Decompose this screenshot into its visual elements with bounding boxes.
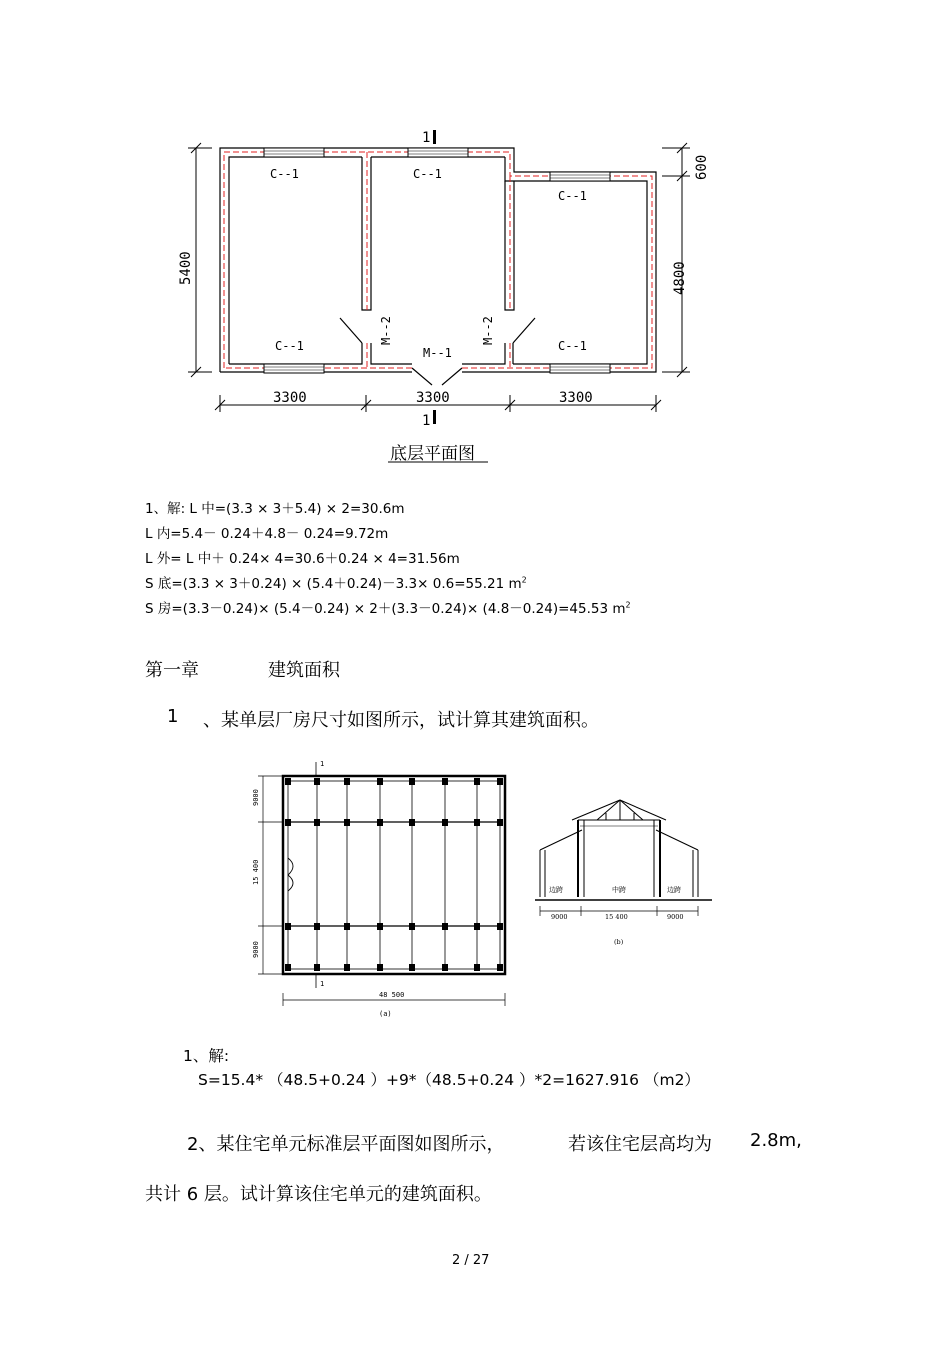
solution1-line5-text: S 房=(3.3－0.24)× (5.4－0.24) × 2＋(3.3－0.24)× (4.8－0.24)=45.53 m	[145, 601, 626, 617]
label-b: (b)	[614, 938, 624, 946]
dim-a-top: 9000	[252, 789, 260, 806]
window-label-tm: C--1	[413, 167, 442, 181]
chapter-number: 第一章	[145, 660, 199, 681]
solution1-line5-sup: 2	[625, 600, 631, 610]
page-number: 2 / 27	[452, 1253, 490, 1268]
dim-4800: 4800	[672, 261, 688, 295]
dim-a-width: 48 500	[379, 991, 405, 999]
window-label-bl: C--1	[275, 339, 304, 353]
question2-line1c: 2.8m,	[750, 1130, 802, 1151]
span-middle: 中跨	[612, 886, 626, 894]
solution2-head: 1、解:	[183, 1047, 230, 1065]
window-label-tr: C--1	[558, 189, 587, 203]
section-mark-top: 1	[422, 130, 431, 146]
section-mark-a-bottom: 1	[320, 980, 325, 988]
solution2-formula: S=15.4* （48.5+0.24 ）+9*（48.5+0.24 ）*2=1627.916 （m2）	[198, 1071, 700, 1089]
span-left: 边跨	[549, 886, 563, 894]
door-label-m1: M--1	[423, 346, 452, 360]
solution1-line2: L 内=5.4－ 0.24＋4.8－ 0.24=9.72m	[145, 526, 389, 542]
door-label-m2-right: M--2	[481, 316, 495, 345]
dim-b-middle: 15 400	[605, 913, 628, 921]
question2-line1a: 2、某住宅单元标准层平面图如图所示，	[187, 1134, 505, 1155]
solution1-line3: L 外= L 中＋ 0.24× 4=30.6＋0.24 × 4=31.56m	[145, 551, 460, 567]
question2-line2: 共计 6 层。试计算该住宅单元的建筑面积。	[145, 1184, 492, 1205]
chapter-title: 建筑面积	[268, 660, 340, 681]
question1-number: 1	[167, 706, 179, 727]
dim-3300-3: 3300	[559, 390, 593, 406]
dim-3300-2: 3300	[416, 390, 450, 406]
figure1-caption: 底层平面图	[390, 444, 475, 464]
label-a: (a)	[379, 1010, 392, 1018]
window-label-br: C--1	[558, 339, 587, 353]
window-label-tl: C--1	[270, 167, 299, 181]
solution1-line1: 1、解: L 中=(3.3 × 3＋5.4) × 2=30.6m	[145, 501, 405, 517]
section-mark-a-top: 1	[320, 760, 325, 768]
section-mark-bottom: 1	[422, 413, 431, 429]
door-label-m2-left: M--2	[379, 316, 393, 345]
dim-b-right: 9000	[667, 913, 684, 921]
dim-b-left: 9000	[551, 913, 568, 921]
span-right: 边跨	[667, 886, 681, 894]
dim-5400: 5400	[178, 251, 194, 285]
dim-a-middle: 15 400	[252, 859, 260, 885]
dim-3300-1: 3300	[273, 390, 307, 406]
solution1-line4-sup: 2	[521, 575, 527, 585]
question2-line1b: 若该住宅层高均为	[568, 1134, 712, 1155]
question1-text: 、某单层厂房尺寸如图所示，试计算其建筑面积。	[203, 710, 599, 731]
dim-a-bottom: 9000	[252, 941, 260, 958]
dim-600: 600	[694, 154, 710, 180]
solution1-line4-text: S 底=(3.3 × 3＋0.24) × (5.4＋0.24)－3.3× 0.6=55.21 m	[145, 576, 522, 592]
